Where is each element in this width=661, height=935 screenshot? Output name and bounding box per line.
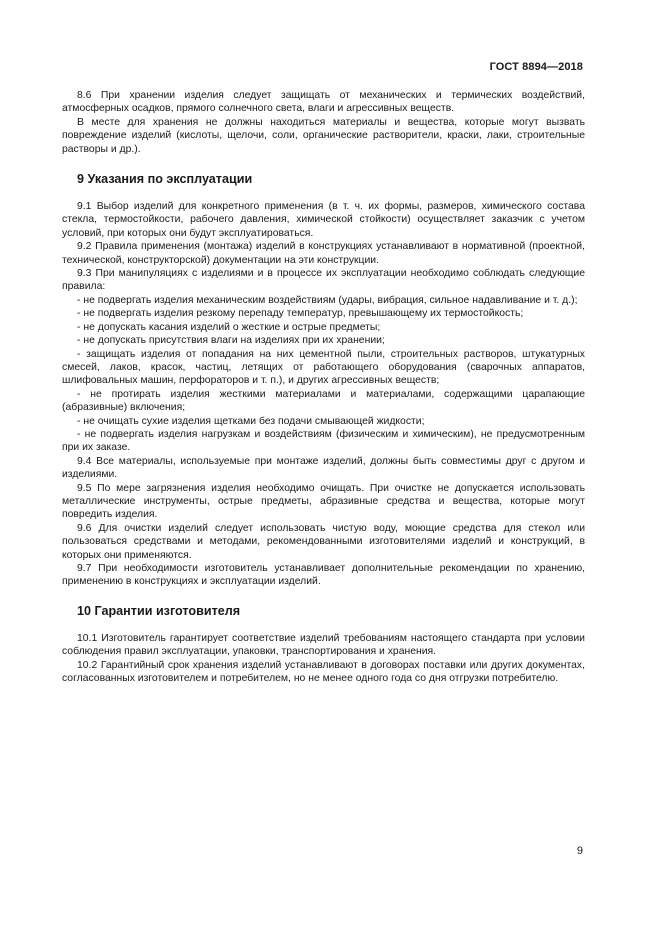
paragraph-9-2: 9.2 Правила применения (монтажа) изделий в конструкциях устанавливают в нормативной (проектной, технической, конструкторской) документации на эти конструкции. xyxy=(62,241,585,266)
paragraph-8-6-cont: В месте для хранения не должны находиться материалы и вещества, которые могут вызвать повреждение изделий (кислоты, щелочи, соли, органические растворители, краски, лаки, строительные растворы и др.). xyxy=(62,116,585,155)
paragraph-9-7: 9.7 При необходимости изготовитель устанавливает дополнительные рекомендации по хранению, применению в конструкциях и эксплуатации изделий. xyxy=(62,563,585,588)
list-item: - не допускать присутствия влаги на изделиях при их хранении; xyxy=(77,335,385,347)
list-item: - не допускать касания изделий о жесткие и острые предметы; xyxy=(77,321,381,333)
paragraph-10-2: 10.2 Гарантийный срок хранения изделий устанавливают в договорах поставки или других документах, согласованных изготовителем и потребителем, но не менее одного года со дня отгрузки потребителю. xyxy=(62,659,585,685)
list-item: - не подвергать изделия нагрузкам и воздействиям (физическим и химическим), не предусмотренным при их заказе. xyxy=(62,428,585,454)
paragraph-9-6: 9.6 Для очистки изделий следует использовать чистую воду, моющие средства для стекол или пользоваться средствами и методами, рекомендованными изготовителями изделий и конструкций, в которых они применяются. xyxy=(62,522,585,561)
paragraph-9-3: 9.3 При манипуляциях с изделиями и в процессе их эксплуатации необходимо соблюдать следующие правила: xyxy=(62,268,585,293)
document-header: ГОСТ 8894—2018 xyxy=(489,61,583,73)
page-number: 9 xyxy=(576,845,583,857)
paragraph-9-1: 9.1 Выбор изделий для конкретного применения (в т. ч. их формы, размеров, химического состава стекла, термостойкости, рабочего давления, химической стойкости) осуществляет заказчик с учетом условий, при которых они будут эксплуатироваться. xyxy=(62,201,585,239)
section-9-title: 9 Указания по эксплуатации xyxy=(77,172,253,187)
list-item: - защищать изделия от попадания на них цементной пыли, строительных растворов, штукатурных смесей, лаков, красок, частиц, летящих от работающего оборудования (сварочных аппаратов, шлифовальных машин, перфораторов и т. п.), и других агрессивных веществ; xyxy=(62,348,585,387)
paragraph-9-4: 9.4 Все материалы, используемые при монтаже изделий, должны быть совместимы друг с другом и изделиями. xyxy=(62,455,585,481)
document-body xyxy=(62,89,585,685)
list-item: - не подвергать изделия механическим воздействиям (удары, вибрация, сильное надавливание и т. д.); xyxy=(77,294,578,306)
list-item: - не протирать изделия жесткими материалами и материалами, содержащими царапающие (абразивные) включения; xyxy=(62,388,585,414)
list-item: - не подвергать изделия резкому перепаду температур, превышающему их термостойкость; xyxy=(77,308,524,320)
paragraph-10-1: 10.1 Изготовитель гарантирует соответствие изделий требованиям настоящего стандарта при условии соблюдения правил эксплуатации, упаковки, транспортирования и хранения. xyxy=(62,632,585,658)
section-10-title: 10 Гарантии изготовителя xyxy=(77,603,241,618)
paragraph-9-5: 9.5 По мере загрязнения изделия необходимо очищать. При очистке не допускается использовать металлические инструменты, острые предметы, абразивные средства и вещества, которые могут повредить изделия. xyxy=(62,482,585,521)
paragraph-8-6: 8.6 При хранении изделия следует защищать от механических и термических воздействий, атмосферных осадков, прямого солнечного света, влаги и агрессивных веществ. xyxy=(62,90,585,115)
list-item: - не очищать сухие изделия щетками без подачи смывающей жидкости; xyxy=(77,415,425,427)
